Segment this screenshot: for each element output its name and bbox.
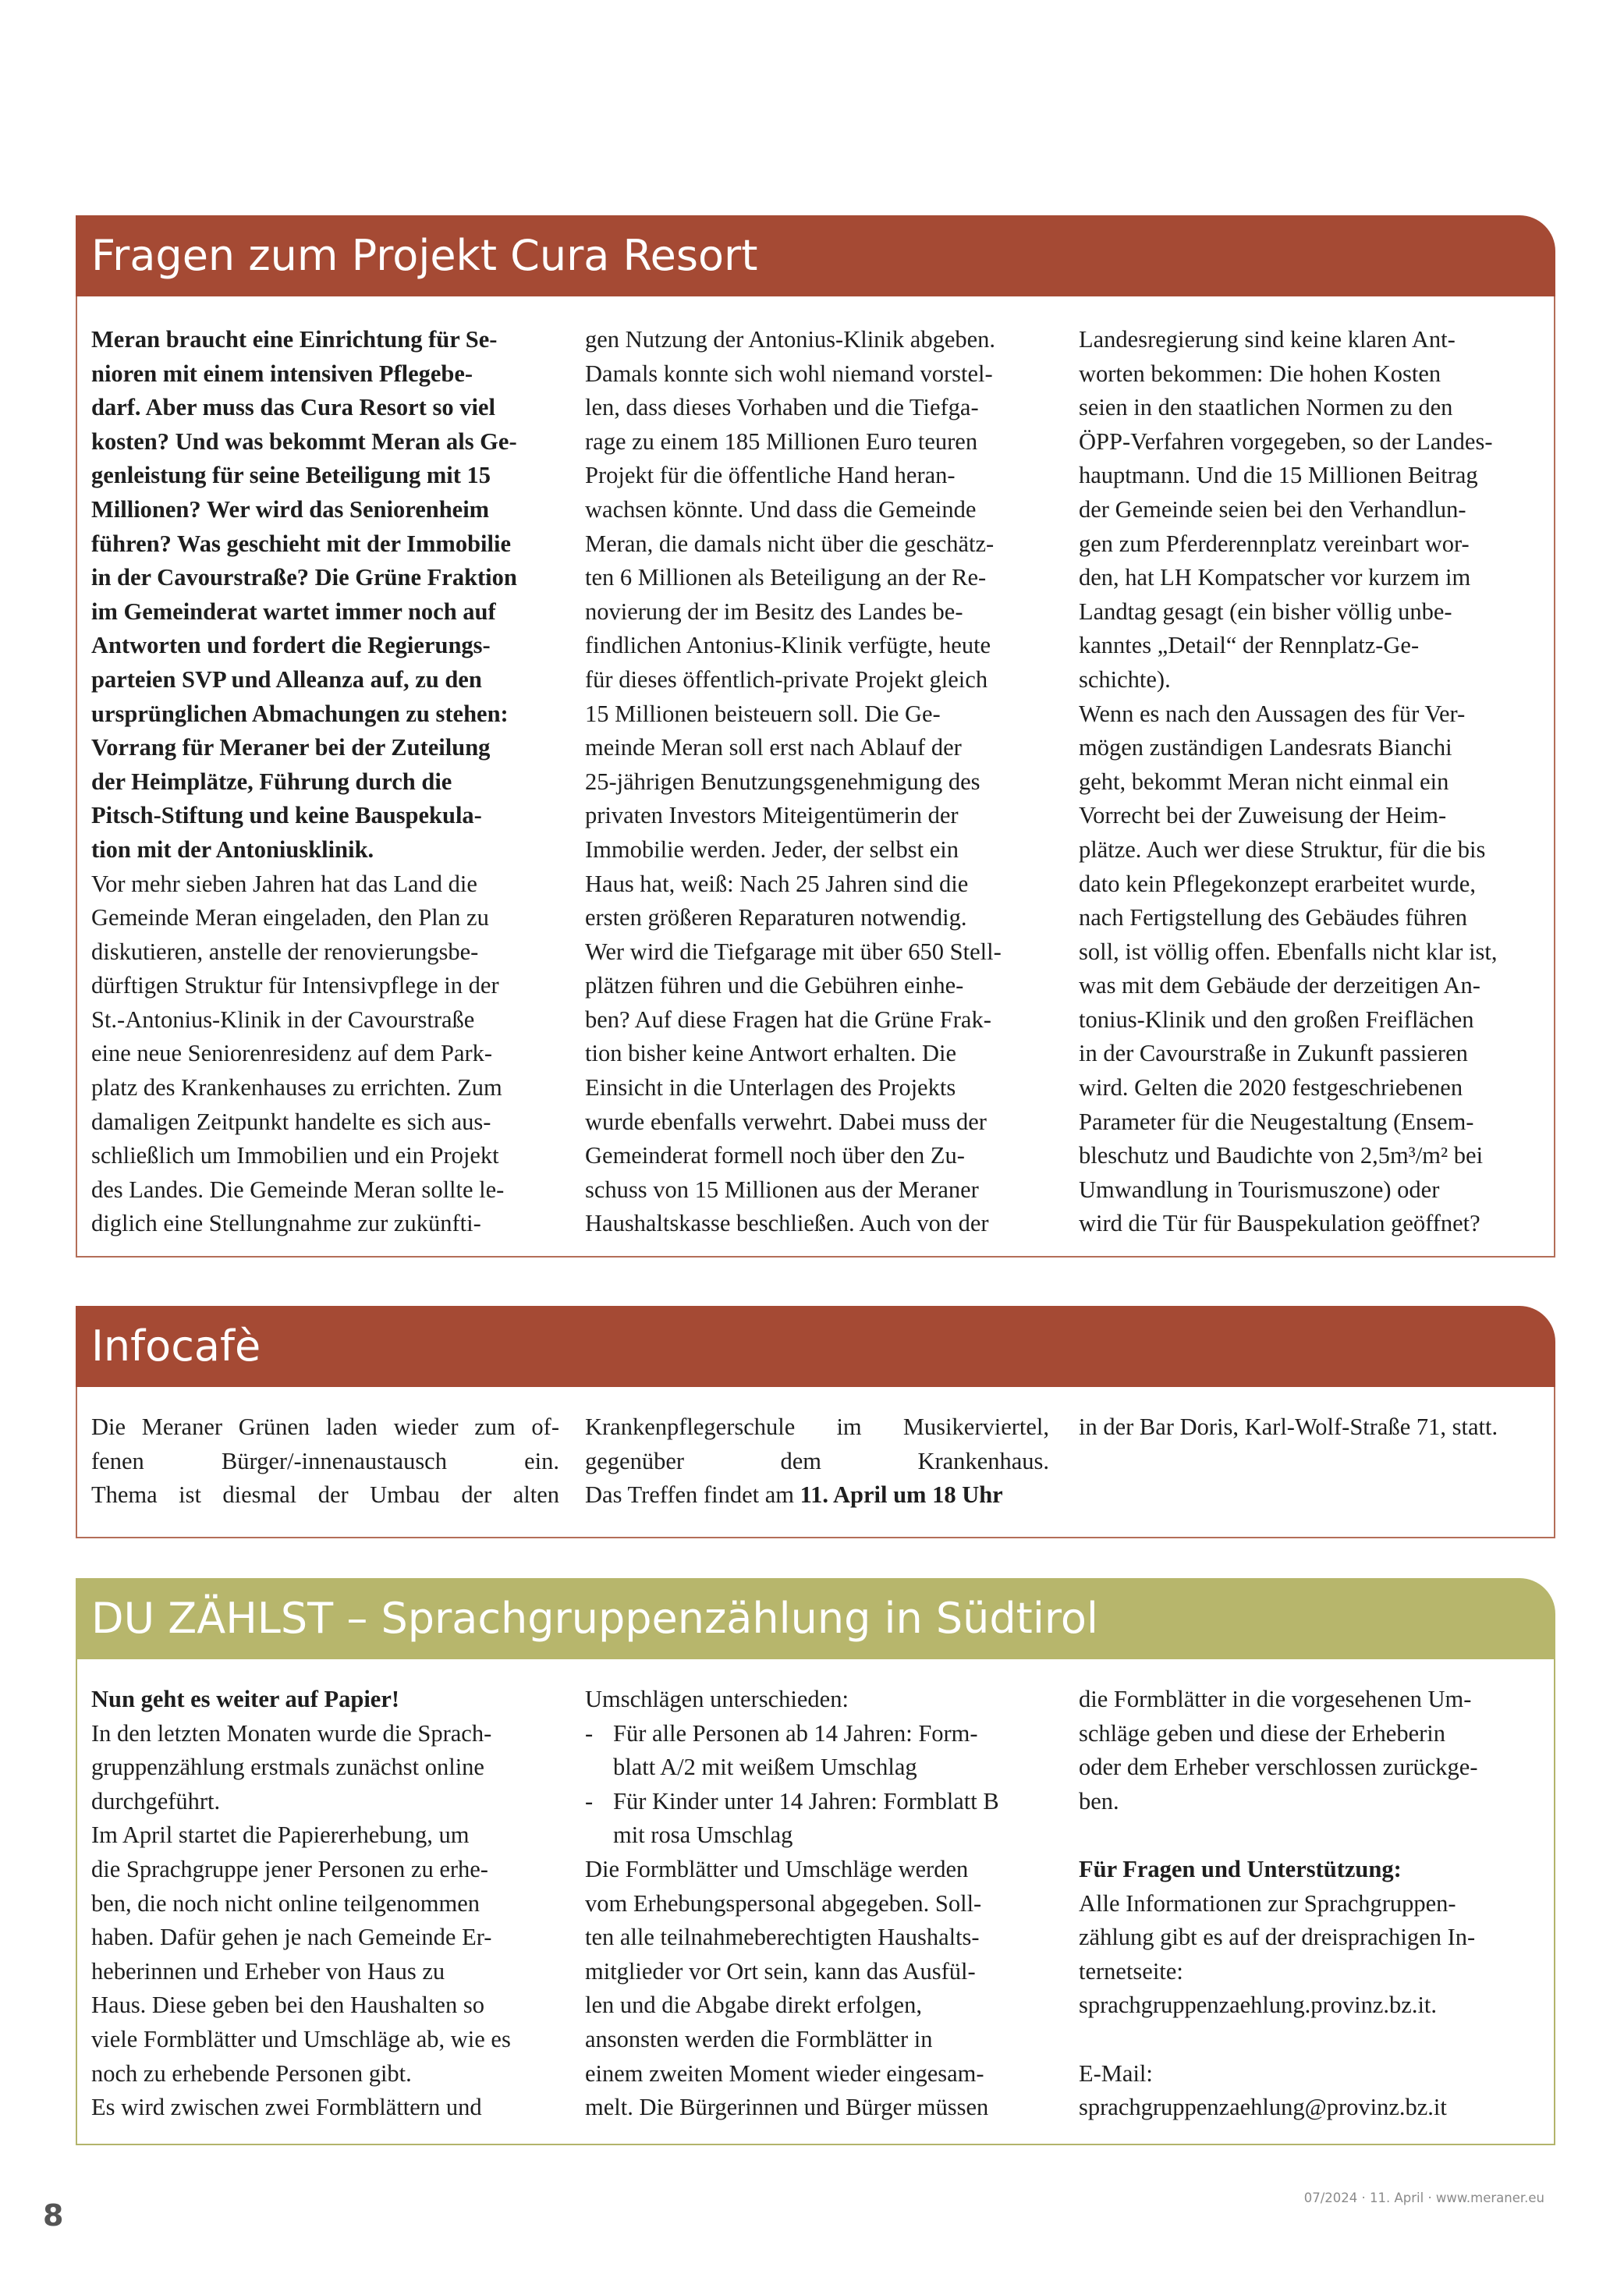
lead-line: parteien SVP und Alleanza auf, zu den bbox=[91, 665, 482, 693]
text-line: bleschutz und Baudichte von 2,5m³/m² bei bbox=[1079, 1142, 1484, 1169]
page-number: 8 bbox=[43, 2198, 64, 2233]
text-line: für dieses öffentlich-private Projekt gleich bbox=[585, 665, 988, 693]
text-line: findlichen Antonius-Klinik verfügte, heute bbox=[585, 632, 991, 659]
section-title: Infocafè bbox=[91, 1321, 261, 1371]
text-line: len, dass dieses Vorhaben und die Tiefga- bbox=[585, 394, 979, 421]
text-line: hauptmann. Und die 15 Millionen Beitrag bbox=[1079, 462, 1478, 489]
column-3 bbox=[1079, 323, 1547, 1241]
meeting-line bbox=[585, 1478, 1049, 1513]
text-line: einem zweiten Moment wieder eingesam- bbox=[585, 2059, 984, 2087]
text-line: 15 Millionen beisteuern soll. Die Ge- bbox=[585, 700, 941, 727]
text-line: meinde Meran soll erst nach Ablauf der bbox=[585, 734, 962, 761]
text-line: gen zum Pferderennplatz vereinbart wor- bbox=[1079, 530, 1470, 557]
text-line: mögen zuständigen Landesrats Bianchi bbox=[1079, 734, 1452, 761]
text-line: Die Meraner Grünen laden wieder zum of- bbox=[91, 1414, 559, 1440]
text-line: gegenüber dem Krankenhaus. bbox=[585, 1447, 1049, 1474]
text-line: gruppenzählung erstmals zunächst online bbox=[91, 1754, 484, 1781]
lead-line: kosten? Und was bekommt Meran als Ge- bbox=[91, 427, 517, 455]
text-line: wird. Gelten die 2020 festgeschriebenen bbox=[1079, 1074, 1463, 1101]
list-item-text: blatt A/2 mit weißem Umschlag bbox=[613, 1754, 917, 1781]
text-line: Es wird zwischen zwei Formblättern und bbox=[91, 2094, 482, 2121]
text-line: sprachgruppenzaehlung@provinz.bz.it bbox=[1079, 2094, 1447, 2121]
lead-line: Antworten und fordert die Regierungs- bbox=[91, 632, 491, 659]
text-line: Haus. Diese geben bei den Haushalten so bbox=[91, 1992, 484, 2019]
text-line: viele Formblätter und Umschläge ab, wie es bbox=[91, 2025, 511, 2052]
text-line: Thema ist diesmal der Umbau der alten bbox=[91, 1481, 559, 1509]
text-line: platz des Krankenhauses zu errichten. Zum bbox=[91, 1074, 502, 1101]
blank-line bbox=[1079, 1818, 1556, 1853]
text-line: Die Formblätter und Umschläge werden bbox=[585, 1855, 969, 1882]
dash-bullet: - bbox=[585, 1719, 594, 1747]
text-line: diskutieren, anstelle der renovierungsbe- bbox=[91, 938, 479, 965]
column-2 bbox=[585, 1683, 1062, 2125]
text-line: Landesregierung sind keine klaren Ant- bbox=[1079, 326, 1456, 353]
text-line: ersten größeren Reparaturen notwendig. bbox=[585, 904, 967, 931]
text-line: noch zu erhebende Personen gibt. bbox=[91, 2059, 412, 2087]
lead-line: in der Cavourstraße? Die Grüne Fraktion bbox=[91, 564, 517, 591]
text-line: Gemeinde Meran eingeladen, den Plan zu bbox=[91, 904, 489, 931]
text-line: rage zu einem 185 Millionen Euro teuren bbox=[585, 427, 978, 455]
text-line: mitglieder vor Ort sein, kann das Ausfül- bbox=[585, 1957, 976, 1985]
lead-line: genleistung für seine Beteiligung mit 15 bbox=[91, 462, 491, 489]
text-line: fenen Bürger/-innenaustausch ein. bbox=[91, 1447, 559, 1474]
text-line: Wer wird die Tiefgarage mit über 650 Stell- bbox=[585, 938, 1002, 965]
lead-line: darf. Aber muss das Cura Resort so viel bbox=[91, 394, 495, 421]
text-line: ten 6 Millionen als Beteiligung an der Re- bbox=[585, 564, 987, 591]
text-line: ten alle teilnahmeberechtigten Haushalts- bbox=[585, 1924, 980, 1951]
text-line: den, hat LH Kompatscher vor kurzem im bbox=[1079, 564, 1471, 591]
lead-line: Nun geht es weiter auf Papier! bbox=[91, 1686, 400, 1712]
column-1 bbox=[91, 323, 569, 1241]
text-line: vom Erhebungspersonal abgegeben. Soll- bbox=[585, 1889, 982, 1917]
issue-info: 07/2024 · 11. April · www.meraner.eu bbox=[1303, 2191, 1544, 2205]
text-line: nach Fertigstellung des Gebäudes führen bbox=[1079, 904, 1468, 931]
text-line: schuss von 15 Millionen aus der Meraner bbox=[585, 1176, 979, 1203]
section-title: Fragen zum Projekt Cura Resort bbox=[91, 231, 758, 280]
text-line: len und die Abgabe direkt erfolgen, bbox=[585, 1992, 922, 2019]
text-line: dürftigen Struktur für Intensivpflege in der bbox=[91, 972, 499, 999]
text-line: Haus hat, weiß: Nach 25 Jahren sind die bbox=[585, 870, 969, 897]
list-item bbox=[585, 1785, 1062, 1819]
text-line: privaten Investors Miteigentümerin der bbox=[585, 802, 959, 829]
subheading: Für Fragen und Unterstützung: bbox=[1079, 1855, 1402, 1882]
text-line: was mit dem Gebäude der derzeitigen An- bbox=[1079, 972, 1480, 999]
text-line: Vorrecht bei der Zuweisung der Heim- bbox=[1079, 802, 1447, 829]
article-cura-resort bbox=[76, 215, 1555, 1258]
text-line: Umwandlung in Tourismuszone) oder bbox=[1079, 1176, 1440, 1203]
text-line: Alle Informationen zur Sprachgruppen- bbox=[1079, 1889, 1456, 1917]
text-line: heberinnen und Erheber von Haus zu bbox=[91, 1957, 445, 1985]
column-2 bbox=[585, 1410, 1049, 1513]
section-body bbox=[76, 1387, 1555, 1538]
text-line: ben, die noch nicht online teilgenommen bbox=[91, 1889, 480, 1917]
text-line: seien in den staatlichen Normen zu den bbox=[1079, 394, 1453, 421]
text-line: dato kein Pflegekonzept erarbeitet wurde, bbox=[1079, 870, 1476, 897]
text-line: St.-Antonius-Klinik in der Cavourstraße bbox=[91, 1006, 475, 1033]
text-line: Damals konnte sich wohl niemand vorstel- bbox=[585, 360, 993, 387]
lead-line: tion mit der Antoniusklinik. bbox=[91, 835, 374, 863]
text-line: schichte). bbox=[1079, 665, 1171, 693]
lead-line: führen? Was geschieht mit der Immobilie bbox=[91, 530, 511, 557]
column-3 bbox=[1079, 1410, 1547, 1445]
lead-line: der Heimplätze, Führung durch die bbox=[91, 768, 452, 795]
section-title: DU ZÄHLST – Sprachgruppenzählung in Südtirol bbox=[91, 1594, 1098, 1643]
text-line: In den letzten Monaten wurde die Sprach- bbox=[91, 1719, 492, 1747]
text-line: soll, ist völlig offen. Ebenfalls nicht klar ist, bbox=[1079, 938, 1498, 965]
text-line: zählung gibt es auf der dreisprachigen In- bbox=[1079, 1924, 1476, 1951]
text-line: geht, bekommt Meran nicht einmal ein bbox=[1079, 768, 1449, 795]
column-2 bbox=[585, 323, 1062, 1241]
text-line: Einsicht in die Unterlagen des Projekts bbox=[585, 1074, 956, 1101]
list-item-text: Für Kinder unter 14 Jahren: Formblatt B bbox=[613, 1787, 999, 1815]
list-item-text: mit rosa Umschlag bbox=[613, 1822, 793, 1849]
text-line: schließlich um Immobilien und ein Projekt bbox=[91, 1142, 499, 1169]
article-infocafe bbox=[76, 1306, 1555, 1538]
meeting-text: Das Treffen findet am bbox=[585, 1481, 800, 1509]
list-item bbox=[585, 1717, 1062, 1751]
column-1 bbox=[91, 1683, 569, 2125]
lead-line: Vorrang für Meraner bei der Zuteilung bbox=[91, 734, 491, 761]
text-line: ÖPP-Verfahren vorgegeben, so der Landes- bbox=[1079, 427, 1493, 455]
text-line: ternetseite: bbox=[1079, 1957, 1183, 1985]
text-line: E-Mail: bbox=[1079, 2059, 1153, 2087]
article-du-zaehlst bbox=[76, 1578, 1555, 2145]
column-1 bbox=[91, 1410, 559, 1513]
section-header bbox=[76, 1578, 1555, 1659]
text-line: plätze. Auch wer diese Struktur, für die bis bbox=[1079, 835, 1486, 863]
text-line: Meran, die damals nicht über die geschätz- bbox=[585, 530, 995, 557]
text-line: der Gemeinde seien bei den Verhandlun- bbox=[1079, 495, 1466, 523]
text-line: Vor mehr sieben Jahren hat das Land die bbox=[91, 870, 477, 897]
text-line: kanntes „Detail“ der Rennplatz-Ge- bbox=[1079, 632, 1420, 659]
text-line: Immobilie werden. Jeder, der selbst ein bbox=[585, 835, 959, 863]
lead-line: im Gemeinderat wartet immer noch auf bbox=[91, 598, 496, 625]
text-line: diglich eine Stellungnahme zur zukünfti- bbox=[91, 1210, 481, 1237]
text-line: Parameter für die Neugestaltung (Ensem- bbox=[1079, 1108, 1474, 1135]
text-line: ben? Auf diese Fragen hat die Grüne Frak- bbox=[585, 1006, 991, 1033]
text-line: damaligen Zeitpunkt handelte es sich aus- bbox=[91, 1108, 491, 1135]
text-line: eine neue Seniorenresidenz auf dem Park- bbox=[91, 1040, 493, 1067]
text-line: gen Nutzung der Antonius-Klinik abgeben. bbox=[585, 326, 996, 353]
lead-line: nioren mit einem intensiven Pflegebe- bbox=[91, 360, 473, 387]
text-line: Gemeinderat formell noch über den Zu- bbox=[585, 1142, 965, 1169]
text-line: plätzen führen und die Gebühren einhe- bbox=[585, 972, 964, 999]
text-line: in der Cavourstraße in Zukunft passieren bbox=[1079, 1040, 1468, 1067]
text-line: ben. bbox=[1079, 1787, 1119, 1815]
blank-line bbox=[1079, 2023, 1556, 2057]
text-line: tion bisher keine Antwort erhalten. Die bbox=[585, 1040, 957, 1067]
section-header bbox=[76, 215, 1555, 296]
text-line: sprachgruppenzaehlung.provinz.bz.it. bbox=[1079, 1992, 1438, 2019]
text-line: die Formblätter in die vorgesehenen Um- bbox=[1079, 1686, 1472, 1712]
text-line: des Landes. Die Gemeinde Meran sollte le- bbox=[91, 1176, 505, 1203]
text-line: die Sprachgruppe jener Personen zu erhe- bbox=[91, 1855, 488, 1882]
text-line: ansonsten werden die Formblätter in bbox=[585, 2025, 933, 2052]
column-3 bbox=[1079, 1683, 1556, 2125]
text-line: Wenn es nach den Aussagen des für Ver- bbox=[1079, 700, 1466, 727]
text-line: melt. Die Bürgerinnen und Bürger müssen bbox=[585, 2094, 989, 2121]
text-line: schläge geben und diese der Erheberin bbox=[1079, 1719, 1446, 1747]
section-header bbox=[76, 1306, 1555, 1387]
text-line: in der Bar Doris, Karl-Wolf-Straße 71, statt. bbox=[1079, 1414, 1498, 1440]
text-line: wird die Tür für Bauspekulation geöffnet? bbox=[1079, 1210, 1480, 1237]
text-line: haben. Dafür gehen je nach Gemeinde Er- bbox=[91, 1924, 492, 1951]
text-line: wachsen könnte. Und dass die Gemeinde bbox=[585, 495, 977, 523]
list-item bbox=[585, 1751, 1062, 1785]
lead-line: Pitsch-Stiftung und keine Bauspekula- bbox=[91, 802, 482, 829]
section-body bbox=[76, 1659, 1555, 2145]
section-body bbox=[76, 296, 1555, 1258]
text-line: worten bekommen: Die hohen Kosten bbox=[1079, 360, 1441, 387]
text-line: tonius-Klinik und den großen Freiflächen bbox=[1079, 1006, 1474, 1033]
text-line: Im April startet die Papiererhebung, um bbox=[91, 1822, 470, 1849]
text-line: 25-jährigen Benutzungsgenehmigung des bbox=[585, 768, 980, 795]
text-line: oder dem Erheber verschlossen zurückge- bbox=[1079, 1754, 1478, 1781]
list-item bbox=[585, 1818, 1062, 1853]
text-line: Umschlägen unterschieden: bbox=[585, 1686, 849, 1712]
lead-line: Millionen? Wer wird das Seniorenheim bbox=[91, 495, 490, 523]
text-line: durchgeführt. bbox=[91, 1787, 221, 1815]
text-line: Landtag gesagt (ein bisher völlig unbe- bbox=[1079, 598, 1452, 625]
text-line: Krankenpflegerschule im Musikerviertel, bbox=[585, 1414, 1049, 1440]
text-line: wurde ebenfalls verwehrt. Dabei muss der bbox=[585, 1108, 987, 1135]
meeting-date: 11. April um 18 Uhr bbox=[800, 1481, 1003, 1509]
lead-line: ursprünglichen Abmachungen zu stehen: bbox=[91, 700, 509, 727]
text-line: Haushaltskasse beschließen. Auch von der bbox=[585, 1210, 989, 1237]
list-item-text: Für alle Personen ab 14 Jahren: Form- bbox=[613, 1719, 978, 1747]
dash-bullet: - bbox=[585, 1787, 594, 1815]
text-line: Projekt für die öffentliche Hand heran- bbox=[585, 462, 956, 489]
text-line: novierung der im Besitz des Landes be- bbox=[585, 598, 963, 625]
lead-line: Meran braucht eine Einrichtung für Se- bbox=[91, 326, 498, 353]
